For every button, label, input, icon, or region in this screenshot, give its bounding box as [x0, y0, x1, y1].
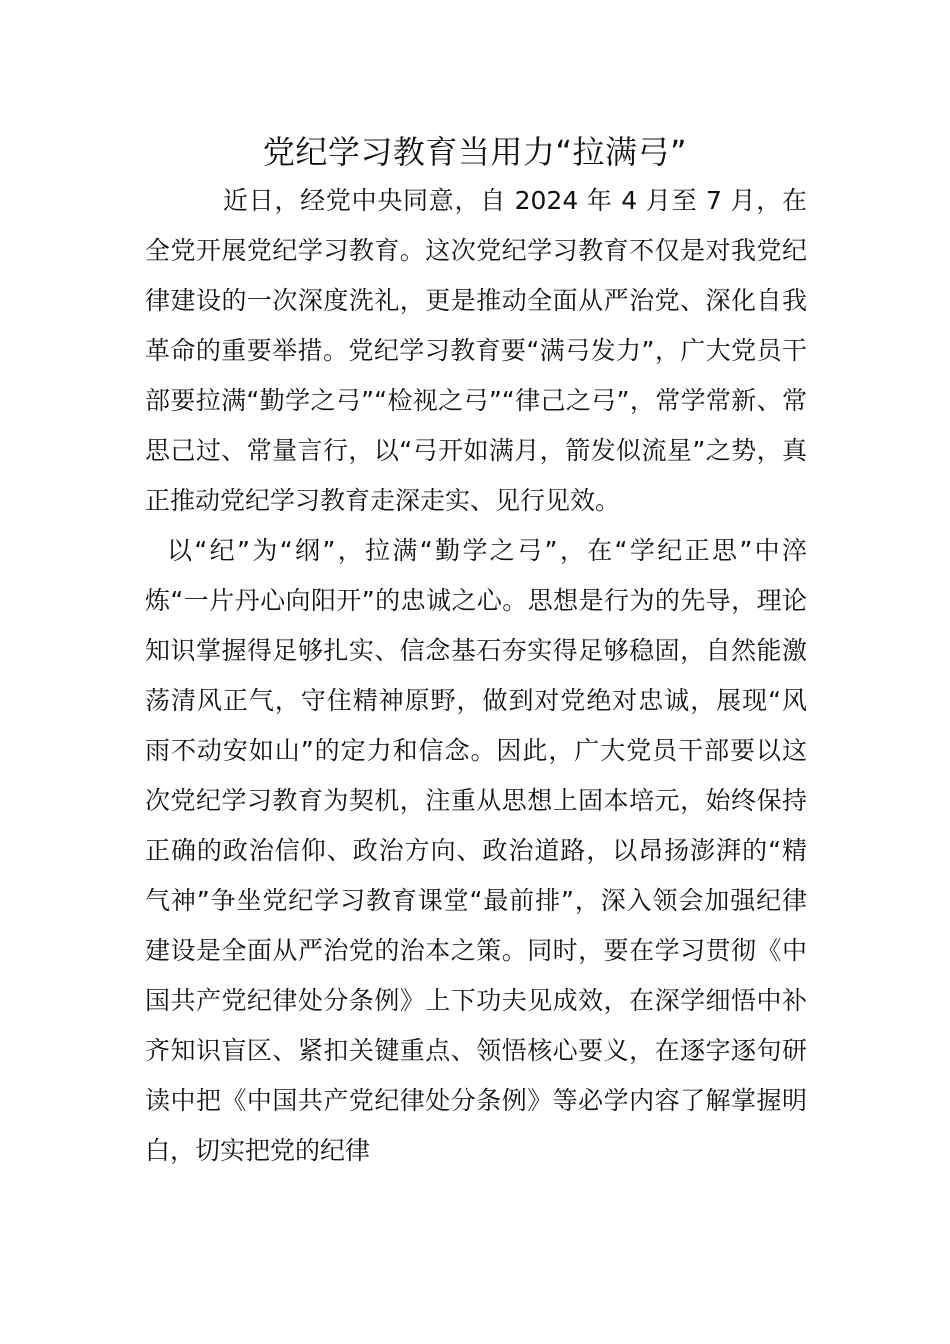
paragraph-diligent-study: 以“纪”为“纲”，拉满“勤学之弓”，在“学纪正思”中淬炼“一片丹心向阳开”的忠诚之心。思想是行为的先导，理论知识掌握得足够扎实、信念基石夯实得足够稳固，自然能激荡清风正气，守住精神原野，做到对党绝对忠诚，展现“风雨不动安如山”的定力和信念。因此，广大党员干部要以这次党纪学习教育为契机，注重从思想上固本培元，始终保持正确的政治信仰、政治方向、政治道路，以昂扬澎湃的“精气神”争坐党纪学习教育课堂“最前排”，深入领会加强纪律建设是全面从严治党的治本之策。同时，要在学习贯彻《中国共产党纪律处分条例》上下功夫见成效，在深学细悟中补齐知识盲区、紧扣关键重点、领悟核心要义，在逐字逐句研读中把《中国共产党纪律处分条例》等必学内容了解掌握明白，切实把党的纪律 — [145, 536, 807, 1165]
document-title: 党纪学习教育当用力“拉满弓” — [262, 133, 688, 171]
paragraph-intro: 近日，经党中央同意，自 2024 年 4 月至 7 月，在全党开展党纪学习教育。这次党纪学习教育不仅是对我党纪律建设的一次深度洗礼，更是推动全面从严治党、深化自我革命的重要举措。党纪学习教育要“满弓发力”，广大党员干部要拉满“勤学之弓”“检视之弓”“律己之弓”，常学常新、常思己过、常量言行，以“弓开如满月，箭发似流星”之势，真正推动党纪学习教育走深走实、见行见效。 — [145, 186, 807, 515]
document-body — [145, 176, 807, 1176]
